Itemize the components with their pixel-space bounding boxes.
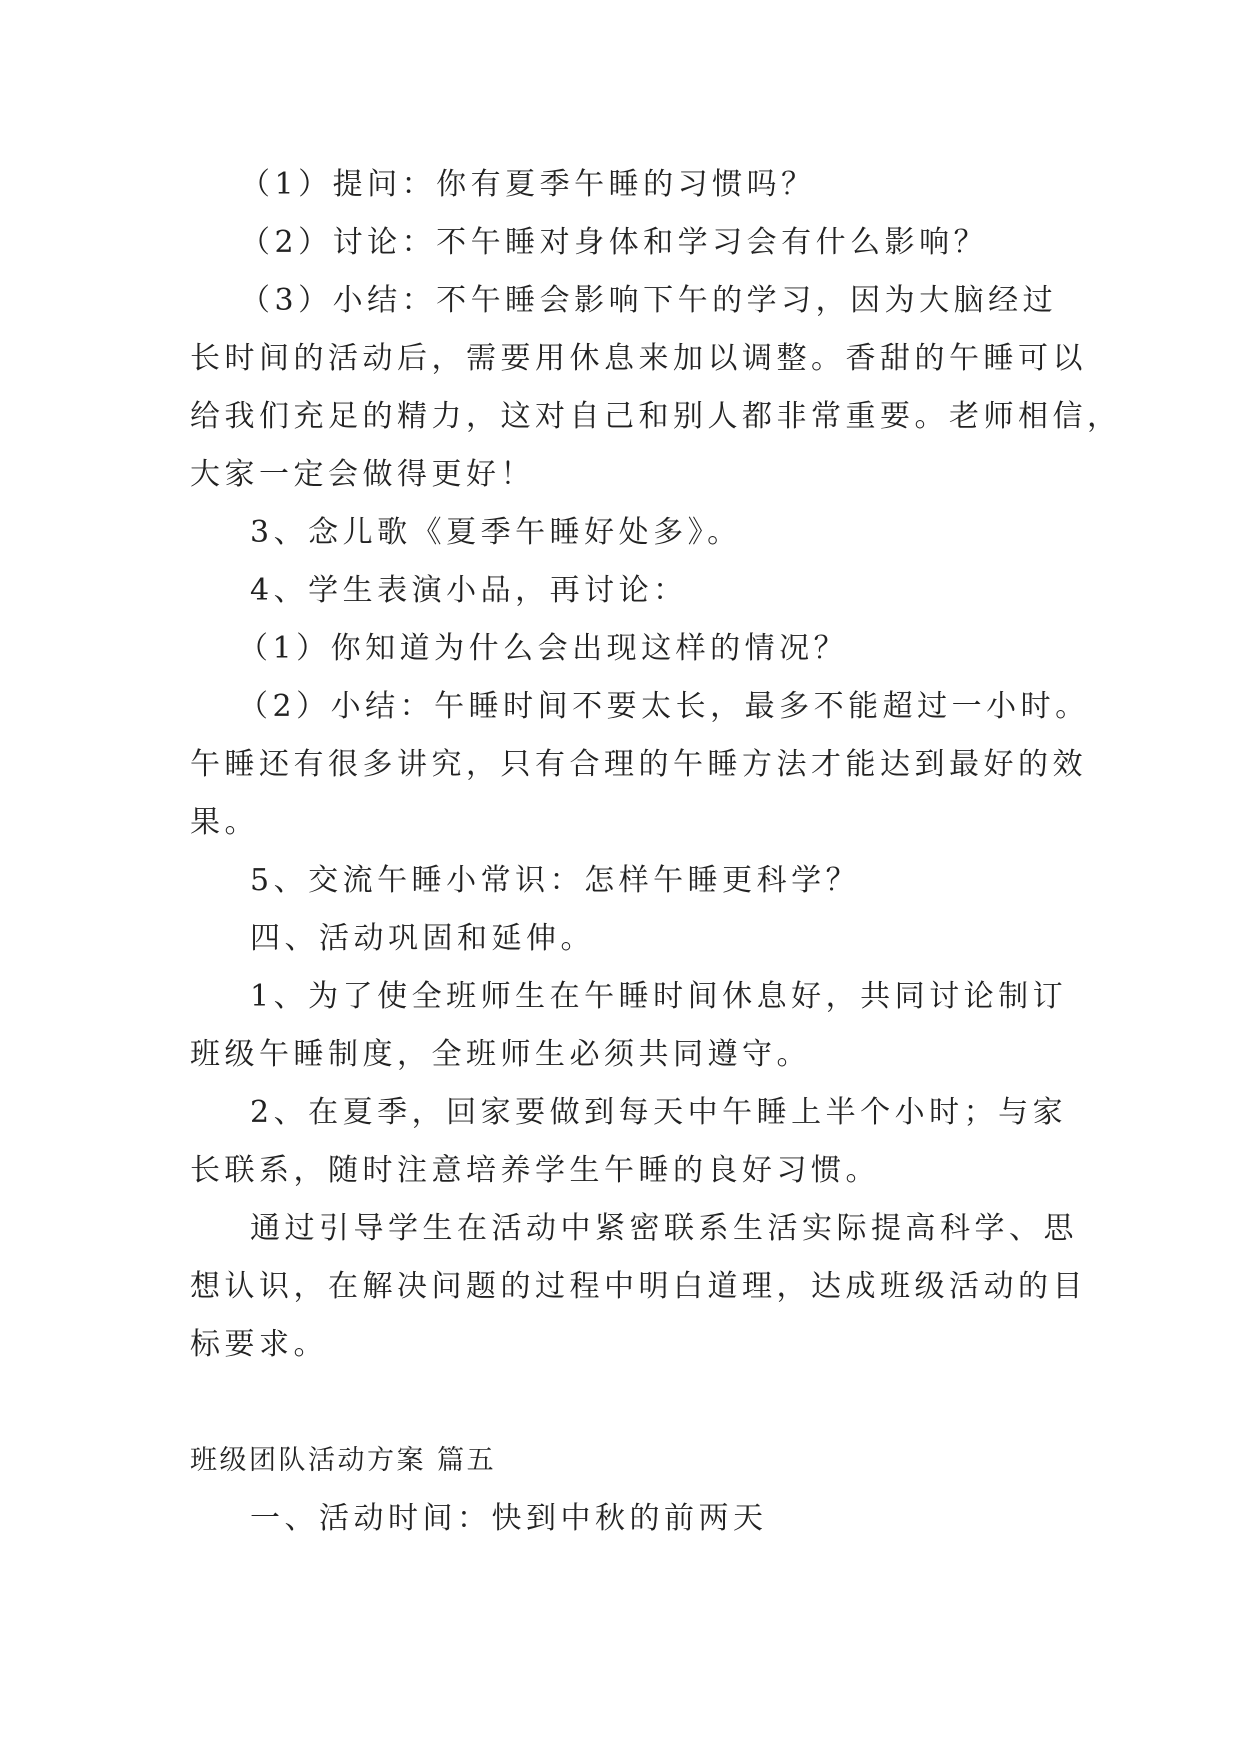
paragraph-line: 1、为了使全班师生在午睡时间休息好，共同讨论制订	[250, 979, 1068, 1014]
paragraph-line: 2、在夏季，回家要做到每天中午睡上半个小时；与家	[250, 1095, 1068, 1130]
paragraph-line: （1）提问：你有夏季午睡的习惯吗？	[240, 167, 816, 202]
paragraph-line: 四、活动巩固和延伸。	[250, 921, 595, 956]
paragraph-line: 通过引导学生在活动中紧密联系生活实际提高科学、思	[250, 1211, 1078, 1246]
paragraph-line: （2）小结：午睡时间不要太长，最多不能超过一小时。	[238, 689, 1090, 724]
paragraph-line: 给我们充足的精力，这对自己和别人都非常重要。老师相信，	[190, 399, 1122, 434]
paragraph-line: 3、念儿歌《夏季午睡好处多》。	[250, 515, 742, 550]
paragraph-line: 5、交流午睡小常识：怎样午睡更科学？	[250, 863, 861, 898]
paragraph-line: 长时间的活动后，需要用休息来加以调整。香甜的午睡可以	[190, 341, 1087, 376]
paragraph-line: （2）讨论：不午睡对身体和学习会有什么影响？	[240, 225, 989, 260]
paragraph-line: 想认识，在解决问题的过程中明白道理，达成班级活动的目	[190, 1269, 1087, 1304]
paragraph-line: 标要求。	[190, 1327, 328, 1362]
paragraph-line: 4、学生表演小品，再讨论：	[250, 573, 688, 608]
paragraph-line: 班级午睡制度，全班师生必须共同遵守。	[190, 1037, 811, 1072]
paragraph-line: 一、活动时间：快到中秋的前两天	[250, 1501, 768, 1536]
paragraph-line: 大家一定会做得更好！	[190, 457, 535, 492]
paragraph-line: 午睡还有很多讲究，只有合理的午睡方法才能达到最好的效	[190, 747, 1087, 782]
paragraph-line: 果。	[190, 805, 259, 840]
paragraph-line: （3）小结：不午睡会影响下午的学习，因为大脑经过	[240, 283, 1058, 318]
section-heading: 班级团队活动方案 篇五	[190, 1445, 497, 1476]
paragraph-line: （1）你知道为什么会出现这样的情况？	[238, 631, 849, 666]
paragraph-line: 长联系，随时注意培养学生午睡的良好习惯。	[190, 1153, 880, 1188]
